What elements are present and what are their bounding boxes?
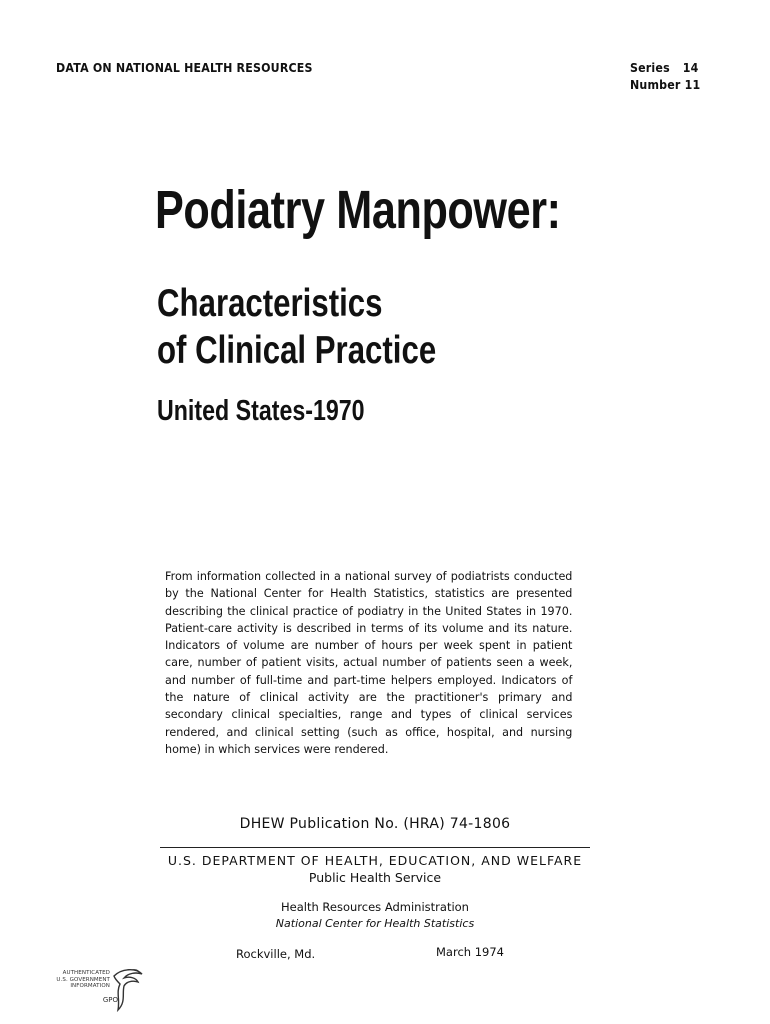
number-label: Number: [630, 78, 681, 92]
region-year: United States-1970: [157, 395, 365, 427]
gpo-seal: [38, 966, 148, 1016]
gpo-seal-line-3: INFORMATION: [70, 983, 110, 990]
gpo-mark: GPO: [102, 996, 118, 1004]
department-name: U.S. DEPARTMENT OF HEALTH, EDUCATION, AND WELFARE: [167, 853, 583, 868]
divider-rule: [160, 847, 590, 848]
abstract-paragraph: From information collected in a national survey of podiatrists conducted by the National Center for Health Statistics, statistics are presented describing the clinical practice of podiatry in the United States in 1970. Patient-care activity is described in terms of its volume and its nature. Indicators of volume are number of hours per week spent in patient care, number of patient visits, actual number of patients seen a week, and number of full-time and part-time helpers employed. Indicators of the nature of clinical activity are the practitioner's primary and secondary clinical specialties, range and types of clinical services rendered, and clinical setting (such as office, hospital, and nursing home) in which services were rendered.: [165, 569, 573, 756]
collection-title: DATA ON NATIONAL HEALTH RESOURCES: [56, 61, 313, 75]
gpo-seal-line-1: AUTHENTICATED: [62, 970, 110, 976]
series-number: 14: [682, 61, 699, 75]
series-info: [630, 60, 700, 94]
subtitle-line-1: Characteristics: [157, 282, 383, 325]
gpo-seal-text: [38, 970, 110, 990]
imprint-date: March 1974: [436, 945, 504, 959]
document-title: Podiatry Manpower:: [155, 180, 561, 240]
gpo-seal-line-2: U.S. GOVERNMENT: [56, 976, 110, 983]
number-value: 11: [684, 78, 701, 92]
series-row: [630, 60, 700, 77]
series-label: Series: [630, 61, 670, 75]
subtitle-line-2: of Clinical Practice: [157, 329, 437, 372]
imprint-place: Rockville, Md.: [236, 947, 316, 961]
document-subtitle: [157, 280, 436, 374]
number-row: [630, 77, 700, 94]
publication-number: DHEW Publication No. (HRA) 74-1806: [239, 816, 511, 832]
gpo-eagle-icon: [110, 966, 144, 1012]
center-name: National Center for Health Statistics: [275, 917, 475, 930]
administration-name: Health Resources Administration: [281, 900, 469, 914]
service-name: Public Health Service: [308, 870, 442, 885]
